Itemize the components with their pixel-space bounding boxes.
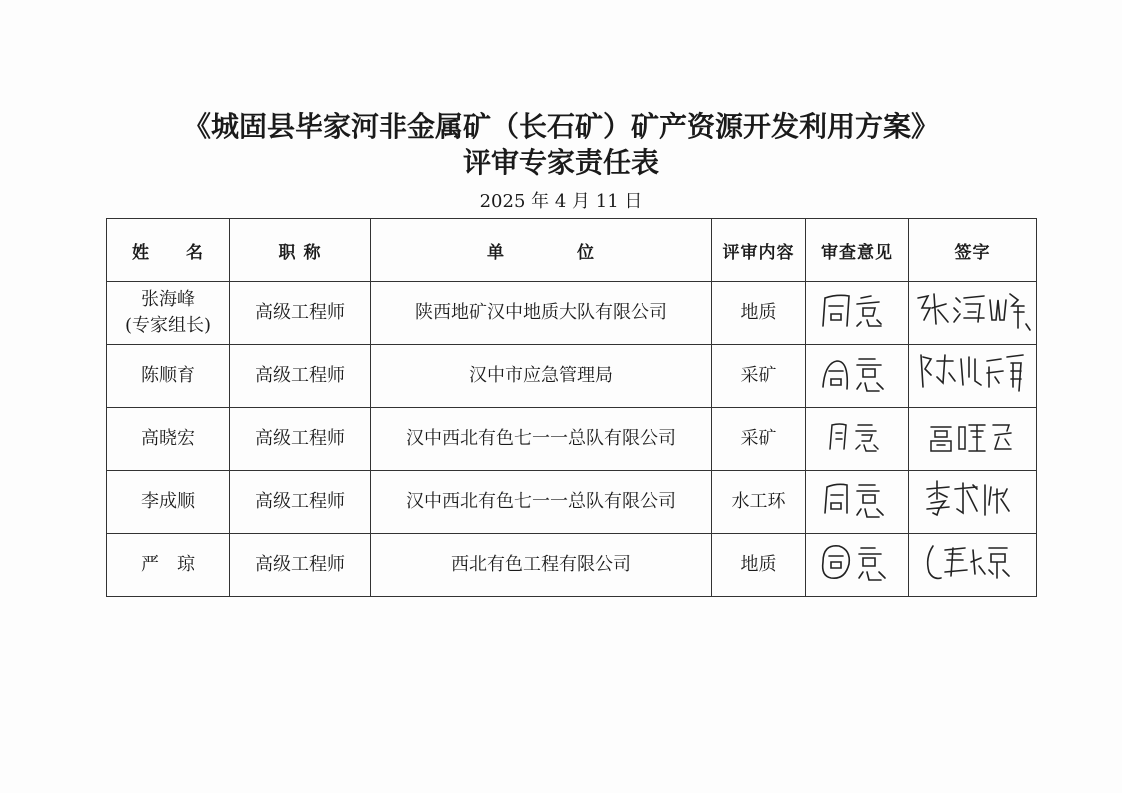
cell-opinion: [806, 408, 909, 471]
cell-signature: [909, 408, 1037, 471]
cell-title: 高级工程师: [230, 408, 371, 471]
table-row: [107, 534, 1037, 597]
cell-unit: 陕西地矿汉中地质大队有限公司: [371, 282, 712, 345]
document-date: 2025 年 4 月 11 日: [479, 191, 643, 212]
cell-opinion: [806, 534, 909, 597]
cell-unit: 汉中西北有色七一一总队有限公司: [371, 408, 712, 471]
document-subtitle: 评审专家责任表: [462, 146, 659, 179]
expert-name: 张海峰: [141, 289, 195, 310]
cell-name: [107, 282, 230, 345]
header-name: 姓 名: [107, 219, 230, 282]
handwritten-signature: [923, 538, 1023, 584]
handwritten-opinion: [822, 415, 892, 455]
cell-name: 高晓宏: [107, 408, 230, 471]
cell-opinion: [806, 471, 909, 534]
cell-signature: [909, 534, 1037, 597]
cell-content: 采矿: [712, 408, 806, 471]
cell-unit: 汉中西北有色七一一总队有限公司: [371, 471, 712, 534]
document-title: 《城固县毕家河非金属矿（长石矿）矿产资源开发利用方案》: [182, 110, 939, 143]
cell-content: 地质: [712, 534, 806, 597]
cell-name: 陈顺育: [107, 345, 230, 408]
handwritten-opinion: [817, 538, 897, 584]
handwritten-opinion: [819, 475, 895, 521]
header-opinion: 审查意见: [806, 219, 909, 282]
table-row: [107, 345, 1037, 408]
cell-unit: 西北有色工程有限公司: [371, 534, 712, 597]
cell-content: 地质: [712, 282, 806, 345]
table-header-row: [107, 219, 1037, 282]
handwritten-opinion: [817, 286, 897, 332]
table-row: [107, 408, 1037, 471]
cell-name: 严 琼: [107, 534, 230, 597]
header-title: 职 称: [230, 219, 371, 282]
cell-name: 李成顺: [107, 471, 230, 534]
header-unit: 单 位: [371, 219, 712, 282]
header-content: 评审内容: [712, 219, 806, 282]
cell-title: 高级工程师: [230, 282, 371, 345]
handwritten-signature: [914, 284, 1032, 334]
cell-content: 水工环: [712, 471, 806, 534]
cell-opinion: [806, 282, 909, 345]
cell-content: 采矿: [712, 345, 806, 408]
cell-title: 高级工程师: [230, 534, 371, 597]
cell-signature: [909, 282, 1037, 345]
handwritten-opinion: [817, 349, 897, 395]
handwritten-signature: [917, 347, 1029, 397]
cell-signature: [909, 471, 1037, 534]
cell-title: 高级工程师: [230, 471, 371, 534]
header-signature: 签字: [909, 219, 1037, 282]
cell-unit: 汉中市应急管理局: [371, 345, 712, 408]
handwritten-signature: [923, 475, 1023, 521]
expert-role: (专家组长): [124, 315, 212, 336]
cell-opinion: [806, 345, 909, 408]
table-row: [107, 471, 1037, 534]
table-row: [107, 282, 1037, 345]
cell-signature: [909, 345, 1037, 408]
cell-title: 高级工程师: [230, 345, 371, 408]
handwritten-signature: [925, 415, 1021, 455]
expert-responsibility-table: [106, 218, 1037, 597]
